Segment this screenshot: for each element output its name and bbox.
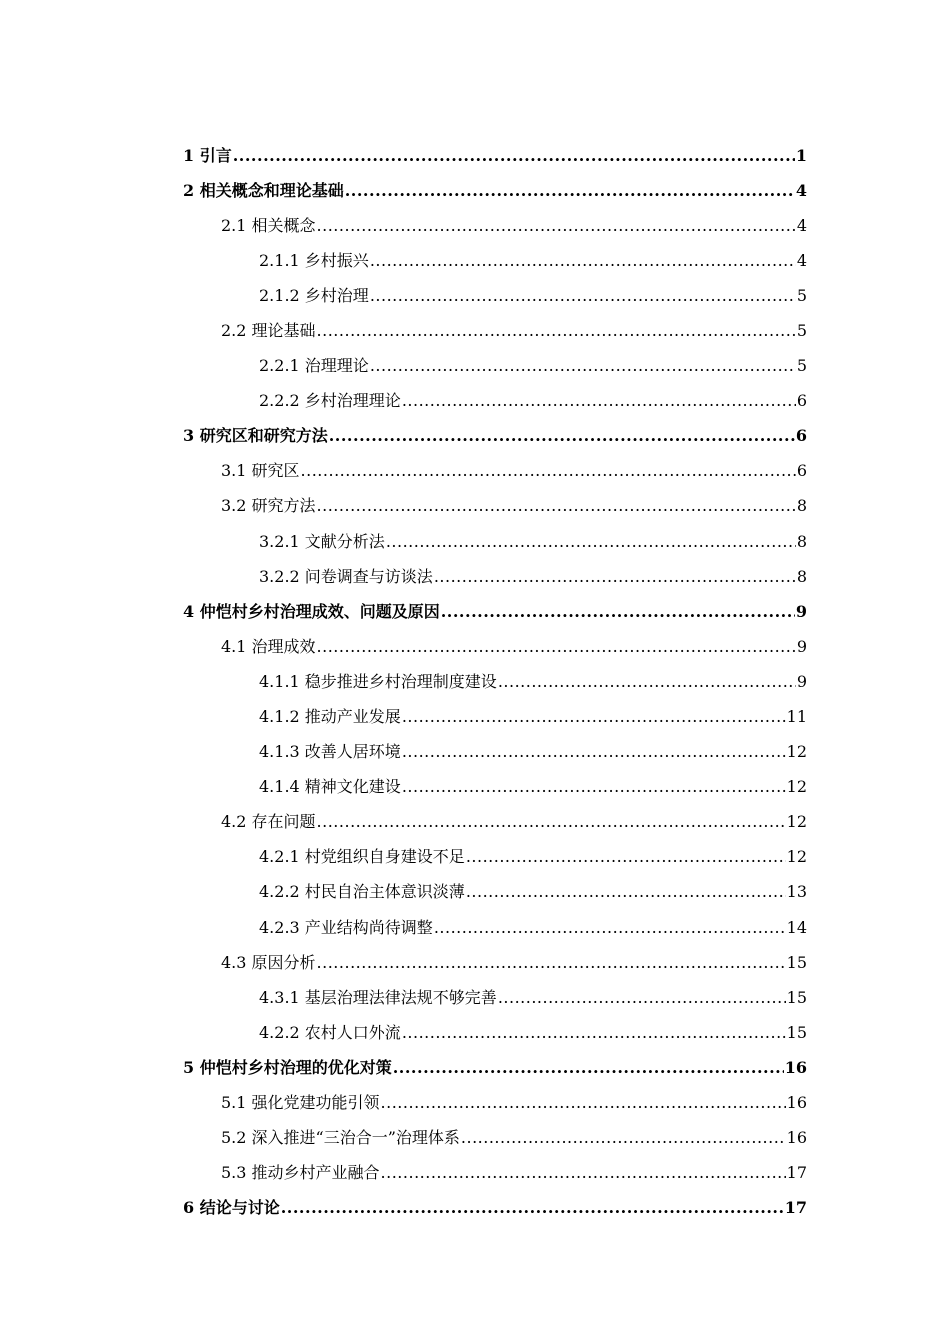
toc-entry-page-number: 15 — [786, 952, 807, 972]
toc-dot-leader — [370, 287, 796, 305]
toc-entry[interactable] — [183, 164, 807, 199]
toc-entry-title: 4.2.2 村民自治主体意识淡薄 — [259, 882, 465, 902]
toc-entry[interactable] — [183, 726, 807, 761]
toc-entry-title: 2 相关概念和理论基础 — [183, 180, 344, 200]
toc-entry[interactable] — [183, 901, 807, 936]
toc-entry-page-number: 12 — [786, 777, 807, 797]
toc-dot-leader — [434, 919, 786, 937]
toc-entry-title: 4.2.1 村党组织自身建设不足 — [259, 847, 465, 867]
toc-entry[interactable] — [183, 410, 807, 445]
toc-entry[interactable] — [183, 445, 807, 480]
toc-entry-title: 2.1.2 乡村治理 — [259, 285, 369, 305]
toc-entry-page-number: 12 — [786, 742, 807, 762]
toc-entry[interactable] — [183, 129, 807, 164]
toc-entry-page-number: 12 — [786, 847, 807, 867]
toc-entry-page-number: 9 — [796, 671, 807, 691]
toc-dot-leader — [441, 603, 795, 621]
toc-entry-page-number: 5 — [796, 320, 807, 340]
toc-entry-title: 2.2 理论基础 — [221, 320, 316, 340]
toc-entry-title: 3.2.1 文献分析法 — [259, 531, 385, 551]
toc-entry[interactable] — [183, 1182, 807, 1217]
toc-entry[interactable] — [183, 1147, 807, 1182]
toc-dot-leader — [317, 813, 786, 831]
toc-entry-page-number: 15 — [786, 987, 807, 1007]
toc-entry[interactable] — [183, 269, 807, 304]
toc-entry-title: 3 研究区和研究方法 — [183, 426, 328, 446]
toc-dot-leader — [402, 1024, 786, 1042]
toc-entry-page-number: 6 — [796, 391, 807, 411]
toc-entry[interactable] — [183, 691, 807, 726]
toc-entry-title: 2.1 相关概念 — [221, 215, 316, 235]
toc-dot-leader — [317, 322, 796, 340]
toc-entry[interactable] — [183, 375, 807, 410]
toc-entry-page-number: 12 — [786, 812, 807, 832]
toc-entry-page-number: 16 — [784, 1057, 807, 1077]
toc-entry[interactable] — [183, 1112, 807, 1147]
toc-dot-leader — [345, 182, 795, 200]
toc-dot-leader — [386, 533, 796, 551]
toc-dot-leader — [402, 778, 786, 796]
toc-entry[interactable] — [183, 620, 807, 655]
toc-dot-leader — [402, 708, 786, 726]
toc-dot-leader — [317, 638, 796, 656]
toc-dot-leader — [281, 1199, 784, 1217]
toc-entry-page-number: 8 — [796, 566, 807, 586]
toc-entry-title: 1 引言 — [183, 145, 232, 165]
toc-entry[interactable] — [183, 796, 807, 831]
toc-entry-page-number: 5 — [796, 285, 807, 305]
toc-entry-page-number: 17 — [786, 1163, 807, 1183]
toc-entry[interactable] — [183, 655, 807, 690]
toc-dot-leader — [381, 1164, 786, 1182]
toc-dot-leader — [402, 743, 786, 761]
toc-entry-title: 3.1 研究区 — [221, 461, 300, 481]
toc-dot-leader — [461, 1129, 786, 1147]
toc-entry-page-number: 1 — [795, 145, 807, 165]
toc-dot-leader — [498, 673, 796, 691]
toc-entry[interactable] — [183, 831, 807, 866]
table-of-contents — [183, 129, 807, 1217]
toc-entry-title: 4.1.4 精神文化建设 — [259, 777, 401, 797]
toc-entry-page-number: 6 — [796, 461, 807, 481]
toc-entry-title: 5.1 强化党建功能引领 — [221, 1093, 380, 1113]
toc-entry-page-number: 16 — [786, 1128, 807, 1148]
toc-dot-leader — [370, 357, 796, 375]
toc-dot-leader — [466, 883, 786, 901]
toc-entry-title: 2.2.1 治理理论 — [259, 356, 369, 376]
toc-entry[interactable] — [183, 585, 807, 620]
toc-entry-title: 4.1.3 改善人居环境 — [259, 742, 401, 762]
toc-entry[interactable] — [183, 761, 807, 796]
toc-entry-title: 4 仲恺村乡村治理成效、问题及原因 — [183, 601, 440, 621]
toc-entry-title: 5.2 深入推进“三治合一”治理体系 — [221, 1128, 460, 1148]
toc-entry[interactable] — [183, 304, 807, 339]
toc-entry-page-number: 4 — [796, 215, 807, 235]
toc-entry-title: 4.1.2 推动产业发展 — [259, 707, 401, 726]
toc-dot-leader — [317, 217, 796, 235]
toc-entry-page-number: 14 — [786, 917, 807, 937]
toc-entry[interactable] — [183, 1041, 807, 1076]
toc-entry-page-number: 6 — [795, 426, 807, 446]
toc-entry-title: 4.1 治理成效 — [221, 636, 316, 656]
toc-dot-leader — [434, 568, 796, 586]
toc-dot-leader — [498, 989, 786, 1007]
toc-entry[interactable] — [183, 480, 807, 515]
toc-entry-title: 3.2 研究方法 — [221, 496, 316, 516]
toc-entry[interactable] — [183, 936, 807, 971]
toc-entry-title: 4.2.2 农村人口外流 — [259, 1022, 401, 1042]
toc-entry-title: 5 仲恺村乡村治理的优化对策 — [183, 1057, 392, 1077]
toc-entry-page-number: 17 — [784, 1198, 807, 1218]
toc-entry-page-number: 4 — [795, 180, 807, 200]
toc-entry[interactable] — [183, 234, 807, 269]
toc-entry-page-number: 15 — [786, 1022, 807, 1042]
toc-dot-leader — [370, 252, 796, 270]
toc-entry-page-number: 8 — [796, 531, 807, 551]
toc-dot-leader — [466, 848, 786, 866]
toc-entry-title: 4.1.1 稳步推进乡村治理制度建设 — [259, 671, 497, 691]
toc-entry-title: 2.2.2 乡村治理理论 — [259, 391, 401, 411]
toc-dot-leader — [317, 497, 796, 515]
toc-entry-page-number: 5 — [796, 356, 807, 376]
toc-dot-leader — [381, 1094, 786, 1112]
toc-entry-title: 4.3 原因分析 — [221, 952, 316, 972]
toc-entry[interactable] — [183, 340, 807, 375]
toc-entry-title: 5.3 推动乡村产业融合 — [221, 1163, 380, 1183]
toc-entry[interactable] — [183, 971, 807, 1006]
toc-entry-title: 4.3.1 基层治理法律法规不够完善 — [259, 987, 497, 1007]
toc-entry-title: 6 结论与讨论 — [183, 1198, 280, 1218]
toc-entry-page-number: 9 — [796, 636, 807, 656]
toc-entry[interactable] — [183, 866, 807, 901]
toc-entry-page-number: 13 — [786, 882, 807, 902]
toc-entry[interactable] — [183, 199, 807, 234]
toc-entry[interactable] — [183, 515, 807, 550]
toc-entry-page-number: 11 — [786, 707, 807, 726]
toc-entry-title: 3.2.2 问卷调查与访谈法 — [259, 566, 433, 586]
toc-entry-page-number: 9 — [795, 601, 807, 621]
toc-entry-page-number: 16 — [786, 1093, 807, 1113]
toc-dot-leader — [329, 427, 795, 445]
toc-entry-page-number: 4 — [796, 250, 807, 270]
toc-entry-page-number: 8 — [796, 496, 807, 516]
toc-entry-title: 2.1.1 乡村振兴 — [259, 250, 369, 270]
toc-dot-leader — [233, 147, 795, 165]
toc-entry[interactable] — [183, 1006, 807, 1041]
toc-entry-title: 4.2 存在问题 — [221, 812, 316, 832]
toc-entry-title: 4.2.3 产业结构尚待调整 — [259, 917, 433, 937]
toc-entry[interactable] — [183, 1077, 807, 1112]
toc-dot-leader — [301, 462, 796, 480]
toc-entry[interactable] — [183, 550, 807, 585]
toc-dot-leader — [393, 1059, 784, 1077]
toc-dot-leader — [402, 392, 796, 410]
toc-dot-leader — [317, 954, 786, 972]
